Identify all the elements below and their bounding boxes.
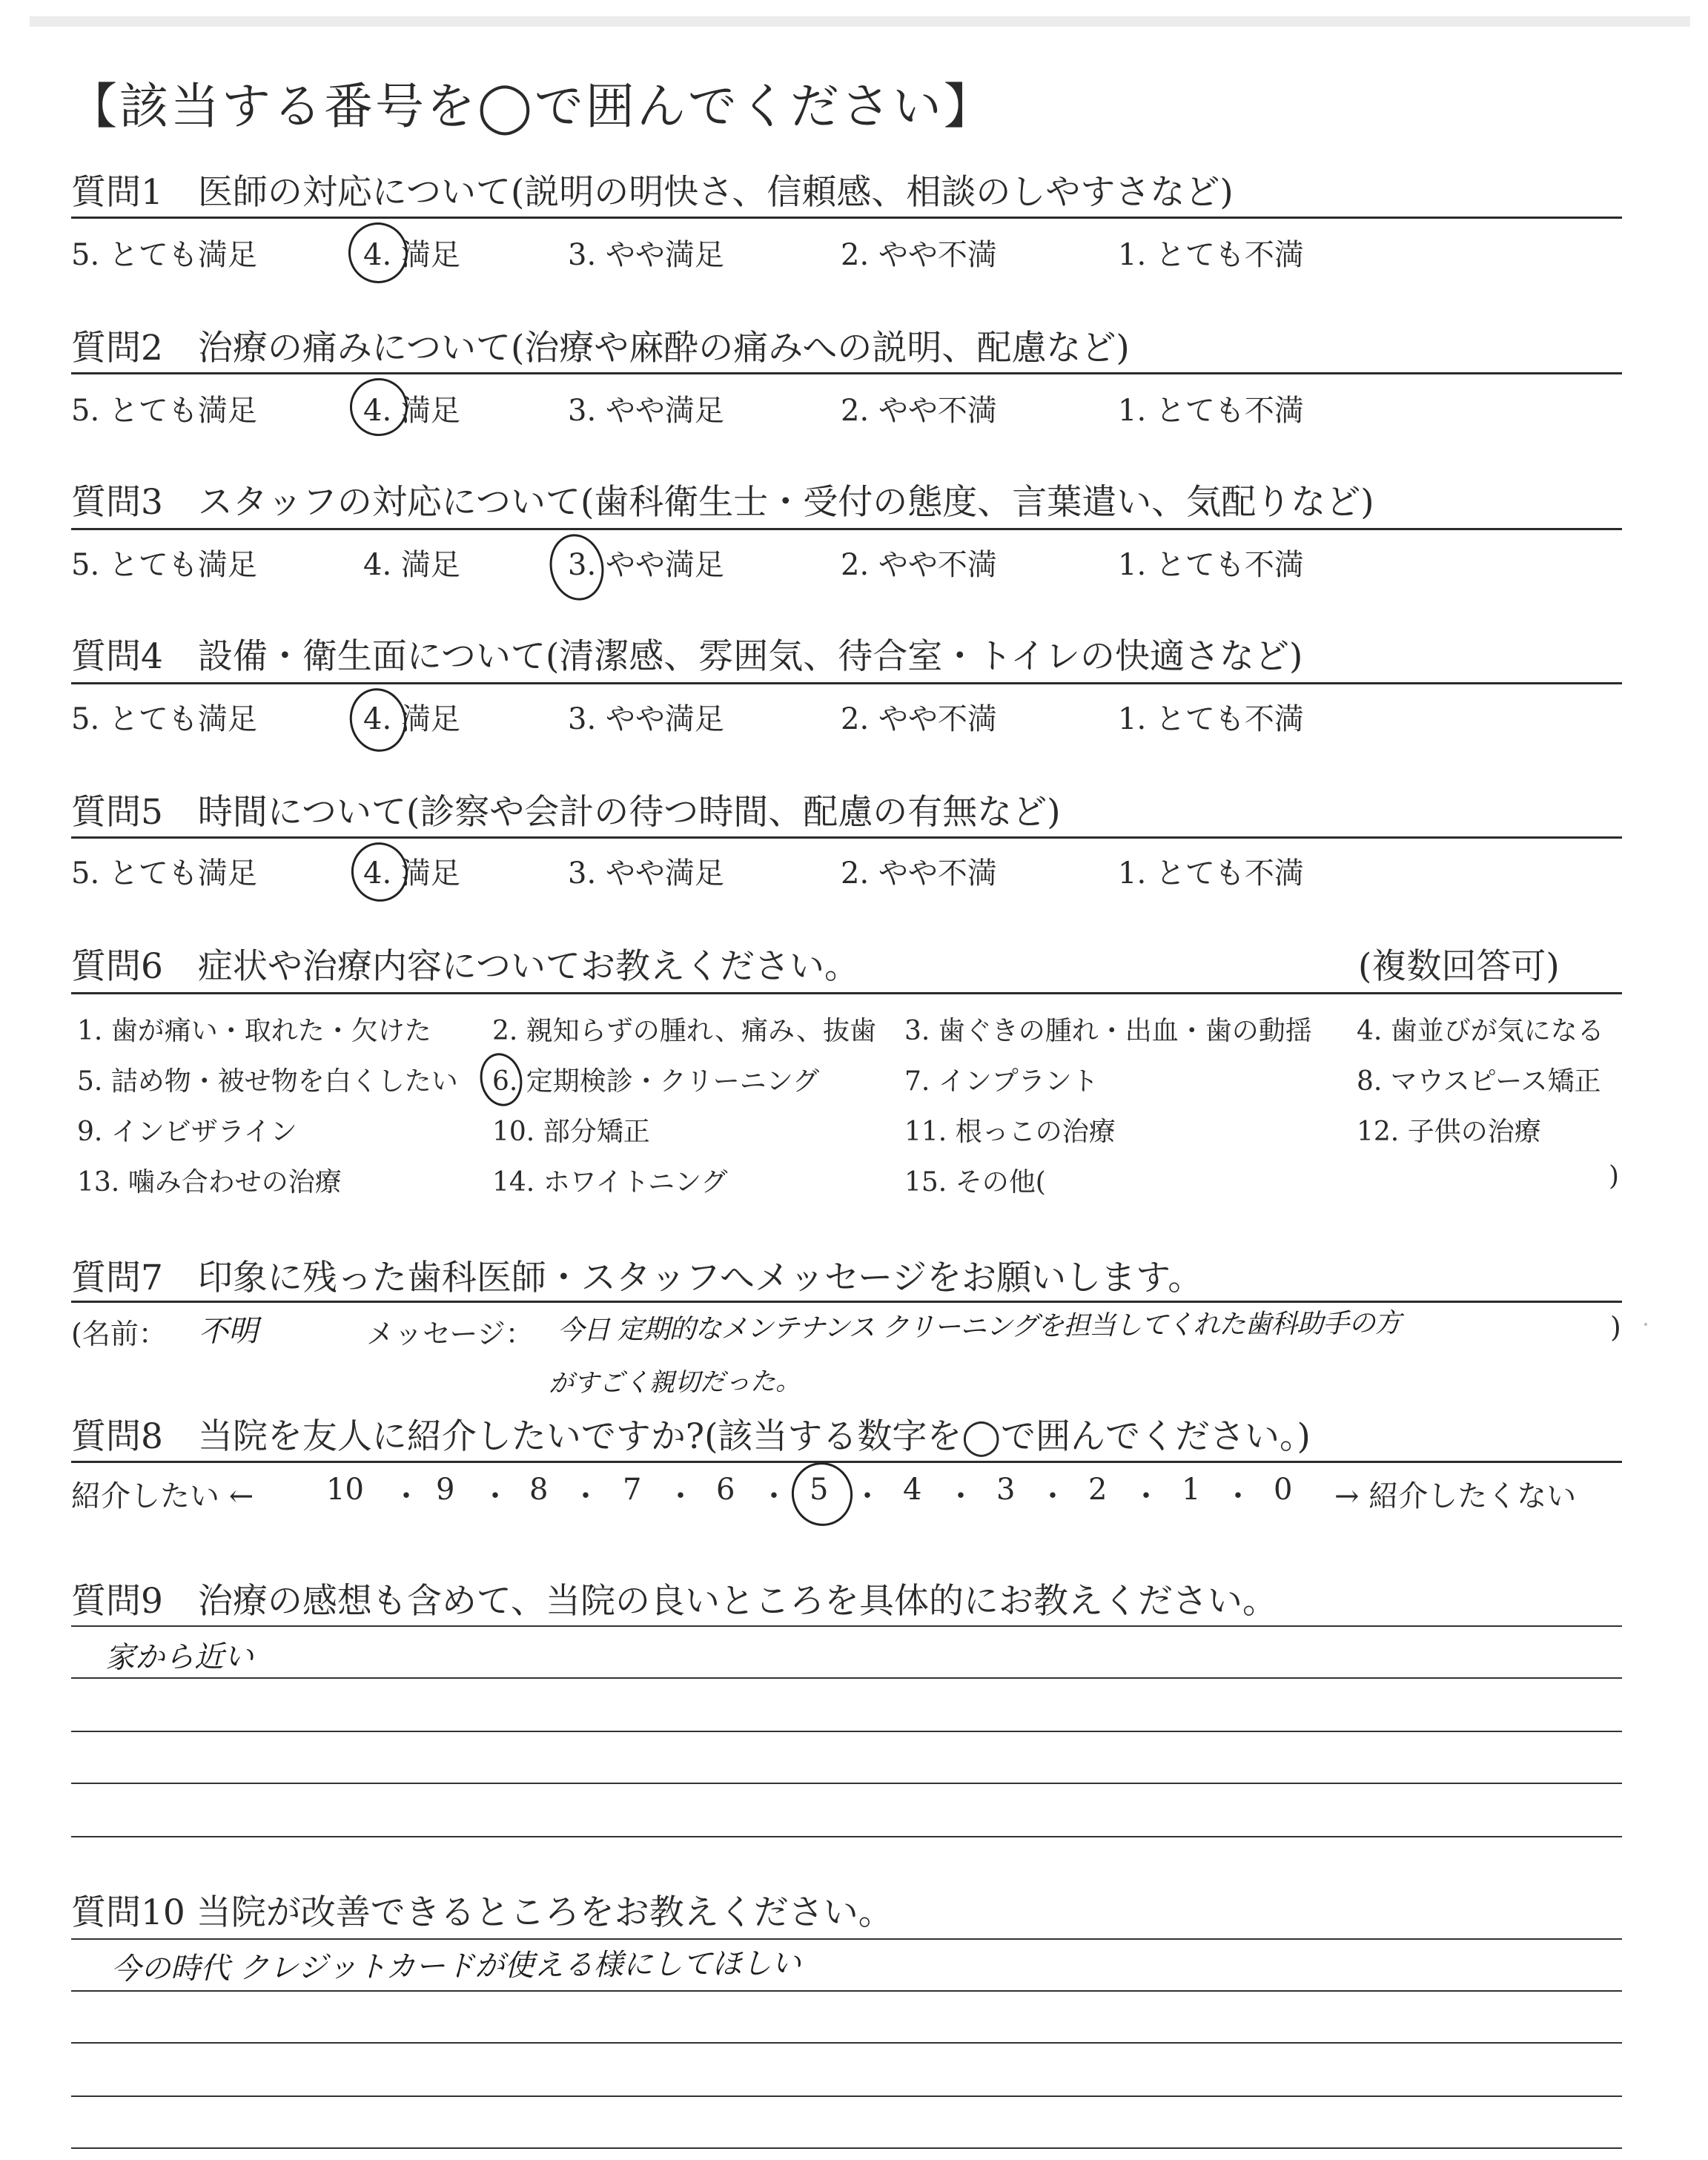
q6-option-12[interactable]: 12. 子供の治療 <box>1357 1117 1541 1147</box>
q6-option-14[interactable]: 14. ホワイトニング <box>492 1167 728 1198</box>
q3-option-3[interactable]: 3. やや満足 <box>568 548 724 582</box>
q6-option-13[interactable]: 13. 噛み合わせの治療 <box>77 1167 342 1198</box>
q9-answer-line <box>71 1625 1622 1627</box>
q7-name-label: (名前： <box>71 1318 167 1350</box>
q6-option-4[interactable]: 4. 歯並びが気になる <box>1357 1016 1604 1046</box>
q4-option-2[interactable]: 2. やや不満 <box>841 702 997 736</box>
q3-selection-circle <box>543 529 609 605</box>
q8-scale-0[interactable]: 0 <box>1274 1473 1293 1507</box>
q10-answer-line <box>71 1938 1622 1940</box>
q8-scale-7[interactable]: 7 <box>623 1473 642 1507</box>
page-title: 【該当する番号を◯で囲んでください】 <box>68 78 995 135</box>
q6-note: (複数回答可) <box>1358 946 1560 987</box>
q8-separator: ・ <box>480 1479 510 1513</box>
scan-speck <box>1644 1323 1647 1326</box>
q4-selection-circle <box>344 683 412 757</box>
q7-message-label: メッセージ： <box>366 1318 534 1350</box>
q1-option-5[interactable]: 5. とても満足 <box>71 238 257 272</box>
q8-scale-9[interactable]: 9 <box>436 1473 455 1507</box>
q5-heading: 質問5 時間について(診察や会計の待つ時間、配慮の有無など) <box>71 792 1061 833</box>
q3-option-4[interactable]: 4. 満足 <box>363 548 460 582</box>
q2-rule <box>71 372 1622 374</box>
q5-option-2[interactable]: 2. やや不満 <box>841 856 997 891</box>
q9-answer-line <box>71 1836 1622 1837</box>
q7-name-value[interactable]: 不明 <box>198 1314 259 1349</box>
q8-separator: ・ <box>1131 1479 1161 1513</box>
q8-separator: ・ <box>666 1479 695 1513</box>
q1-option-4[interactable]: 4. 満足 <box>363 238 460 272</box>
q8-separator: ・ <box>1223 1479 1253 1513</box>
q6-rule <box>71 992 1622 994</box>
q9-answer-line <box>71 1677 1622 1679</box>
q3-option-2[interactable]: 2. やや不満 <box>841 548 997 582</box>
q6-option-6[interactable]: 6. 定期検診・クリーニング <box>492 1066 820 1097</box>
q6-option-10[interactable]: 10. 部分矯正 <box>492 1117 650 1147</box>
q2-option-5[interactable]: 5. とても満足 <box>71 394 257 428</box>
q9-answer-line <box>71 1731 1622 1732</box>
q2-option-2[interactable]: 2. やや不満 <box>841 394 997 428</box>
q7-message-line2[interactable]: がすごく親切だった。 <box>548 1367 801 1398</box>
q6-other-close-paren: ) <box>1609 1161 1620 1192</box>
q4-rule <box>71 682 1622 684</box>
q5-option-1[interactable]: 1. とても不満 <box>1118 856 1304 891</box>
q7-message-close-paren: ) <box>1610 1311 1621 1344</box>
q8-rule <box>71 1461 1622 1463</box>
q8-scale-8[interactable]: 8 <box>529 1473 549 1507</box>
q2-option-3[interactable]: 3. やや満足 <box>568 394 724 428</box>
q8-selection-circle <box>786 1456 858 1531</box>
q4-option-5[interactable]: 5. とても満足 <box>71 702 257 736</box>
q6-option-5[interactable]: 5. 詰め物・被せ物を白くしたい <box>77 1066 458 1097</box>
q6-selection-circle <box>475 1049 527 1110</box>
q8-separator: ・ <box>1038 1479 1068 1513</box>
q9-answer-line <box>71 1783 1622 1784</box>
q3-option-1[interactable]: 1. とても不満 <box>1118 548 1304 582</box>
q10-answer[interactable]: 今の時代 クレジットカードが使える様にしてほしい <box>110 1946 801 1986</box>
q6-option-15[interactable]: 15. その他( <box>904 1167 1046 1198</box>
q8-separator: ・ <box>391 1479 421 1513</box>
q8-left-label: 紹介したい ← <box>71 1479 254 1513</box>
q1-option-2[interactable]: 2. やや不満 <box>841 238 997 272</box>
q10-answer-line <box>71 1990 1622 1992</box>
q2-selection-circle <box>345 373 414 442</box>
q8-scale-4[interactable]: 4 <box>903 1473 922 1507</box>
q8-scale-2[interactable]: 2 <box>1088 1473 1108 1507</box>
q2-heading: 質問2 治療の痛みについて(治療や麻酔の痛みへの説明、配慮など) <box>71 328 1130 369</box>
q4-heading: 質問4 設備・衛生面について(清潔感、雰囲気、待合室・トイレの快適さなど) <box>71 636 1303 677</box>
q1-rule <box>71 217 1622 219</box>
q8-scale-5[interactable]: 5 <box>810 1473 829 1507</box>
q10-heading: 質問10 当院が改善できるところをお教えください。 <box>71 1892 893 1933</box>
q10-answer-line <box>71 2042 1622 2044</box>
q2-option-4[interactable]: 4. 満足 <box>363 394 460 428</box>
q6-option-9[interactable]: 9. インビザライン <box>77 1117 297 1147</box>
q4-option-1[interactable]: 1. とても不満 <box>1118 702 1304 736</box>
q7-heading: 質問7 印象に残った歯科医師・スタッフへメッセージをお願いします。 <box>71 1258 1203 1298</box>
q7-message-line1[interactable]: 今日 定期的なメンテナンス クリーニングを担当してくれた歯科助手の方 <box>557 1308 1401 1346</box>
q8-separator: ・ <box>946 1479 976 1513</box>
q1-option-3[interactable]: 3. やや満足 <box>568 238 724 272</box>
q5-option-5[interactable]: 5. とても満足 <box>71 856 257 891</box>
q6-heading: 質問6 症状や治療内容についてお教えください。 <box>71 946 859 987</box>
q6-option-2[interactable]: 2. 親知らずの腫れ、痛み、抜歯 <box>492 1016 877 1046</box>
q1-selection-circle <box>342 217 413 289</box>
q8-scale-10[interactable]: 10 <box>326 1473 364 1507</box>
q5-option-4[interactable]: 4. 満足 <box>363 856 460 891</box>
q4-option-4[interactable]: 4. 満足 <box>363 702 460 736</box>
q6-option-8[interactable]: 8. マウスピース矯正 <box>1357 1066 1601 1097</box>
q9-answer[interactable]: 家から近い <box>105 1639 254 1675</box>
q6-option-3[interactable]: 3. 歯ぐきの腫れ・出血・歯の動揺 <box>904 1016 1312 1046</box>
q8-heading: 質問8 当院を友人に紹介したいですか?(該当する数字を◯で囲んでください。) <box>71 1416 1311 1457</box>
q3-option-5[interactable]: 5. とても満足 <box>71 548 257 582</box>
q8-scale-3[interactable]: 3 <box>996 1473 1016 1507</box>
q6-option-7[interactable]: 7. インプラント <box>904 1066 1099 1097</box>
q8-separator: ・ <box>853 1479 882 1513</box>
q4-option-3[interactable]: 3. やや満足 <box>568 702 724 736</box>
q8-separator: ・ <box>571 1479 600 1513</box>
q8-separator: ・ <box>759 1479 789 1513</box>
q2-option-1[interactable]: 1. とても不満 <box>1118 394 1304 428</box>
q5-option-3[interactable]: 3. やや満足 <box>568 856 724 891</box>
q8-right-label: → 紹介したくない <box>1334 1479 1577 1513</box>
q3-rule <box>71 528 1622 530</box>
scan-edge <box>30 16 1690 27</box>
q3-heading: 質問3 スタッフの対応について(歯科衛生士・受付の態度、言葉遣い、気配りなど) <box>71 482 1374 523</box>
q8-scale-1[interactable]: 1 <box>1182 1473 1201 1507</box>
q10-answer-line <box>71 2095 1622 2097</box>
q1-heading: 質問1 医師の対応について(説明の明快さ、信頼感、相談のしやすさなど) <box>71 172 1234 213</box>
q6-option-1[interactable]: 1. 歯が痛い・取れた・欠けた <box>77 1016 431 1046</box>
q5-rule <box>71 836 1622 839</box>
q1-option-1[interactable]: 1. とても不満 <box>1118 238 1304 272</box>
q10-answer-line <box>71 2147 1622 2149</box>
q5-selection-circle <box>346 837 414 907</box>
q6-option-11[interactable]: 11. 根っこの治療 <box>904 1117 1116 1147</box>
q9-heading: 質問9 治療の感想も含めて、当院の良いところを具体的にお教えください。 <box>71 1581 1277 1622</box>
q8-scale-6[interactable]: 6 <box>716 1473 735 1507</box>
